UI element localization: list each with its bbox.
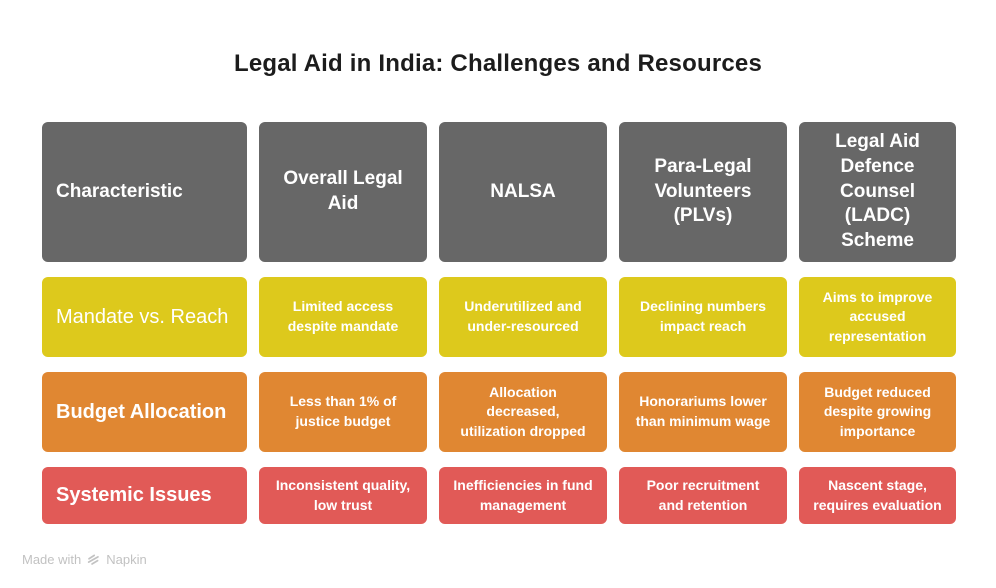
page-title: Legal Aid in India: Challenges and Resources <box>233 50 763 77</box>
table-cell: Limited access despite mandate <box>259 277 427 357</box>
table-cell: Allocation decreased, utilization dropped <box>439 372 607 452</box>
napkin-credit <box>22 552 147 567</box>
table-cell: Aims to improve accused representation <box>799 277 956 357</box>
row-label-systemic-issues: Systemic Issues <box>42 467 247 524</box>
table-cell: Inconsistent quality, low trust <box>259 467 427 524</box>
comparison-table <box>42 122 956 524</box>
column-header-ladc: Legal Aid Defence Counsel (LADC) Scheme <box>799 122 956 262</box>
table-cell: Inefficiencies in fund management <box>439 467 607 524</box>
column-header-nalsa: NALSA <box>439 122 607 262</box>
brand-label: Napkin <box>106 552 147 567</box>
table-cell: Underutilized and under-resourced <box>439 277 607 357</box>
table-cell: Declining numbers impact reach <box>619 277 787 357</box>
row-label-mandate-vs-reach: Mandate vs. Reach <box>42 277 247 357</box>
column-header-plvs: Para-Legal Volunteers (PLVs) <box>619 122 787 262</box>
row-label-budget-allocation: Budget Allocation <box>42 372 247 452</box>
table-cell: Budget reduced despite growing importance <box>799 372 956 452</box>
napkin-logo-icon <box>86 552 101 567</box>
column-header-characteristic: Characteristic <box>42 122 247 262</box>
column-header-overall-legal-aid: Overall Legal Aid <box>259 122 427 262</box>
made-with-label: Made with <box>22 552 82 567</box>
table-cell: Less than 1% of justice budget <box>259 372 427 452</box>
table-cell: Nascent stage, requires evaluation <box>799 467 956 524</box>
table-cell: Poor recruitment and retention <box>619 467 787 524</box>
table-cell: Honorariums lower than minimum wage <box>619 372 787 452</box>
